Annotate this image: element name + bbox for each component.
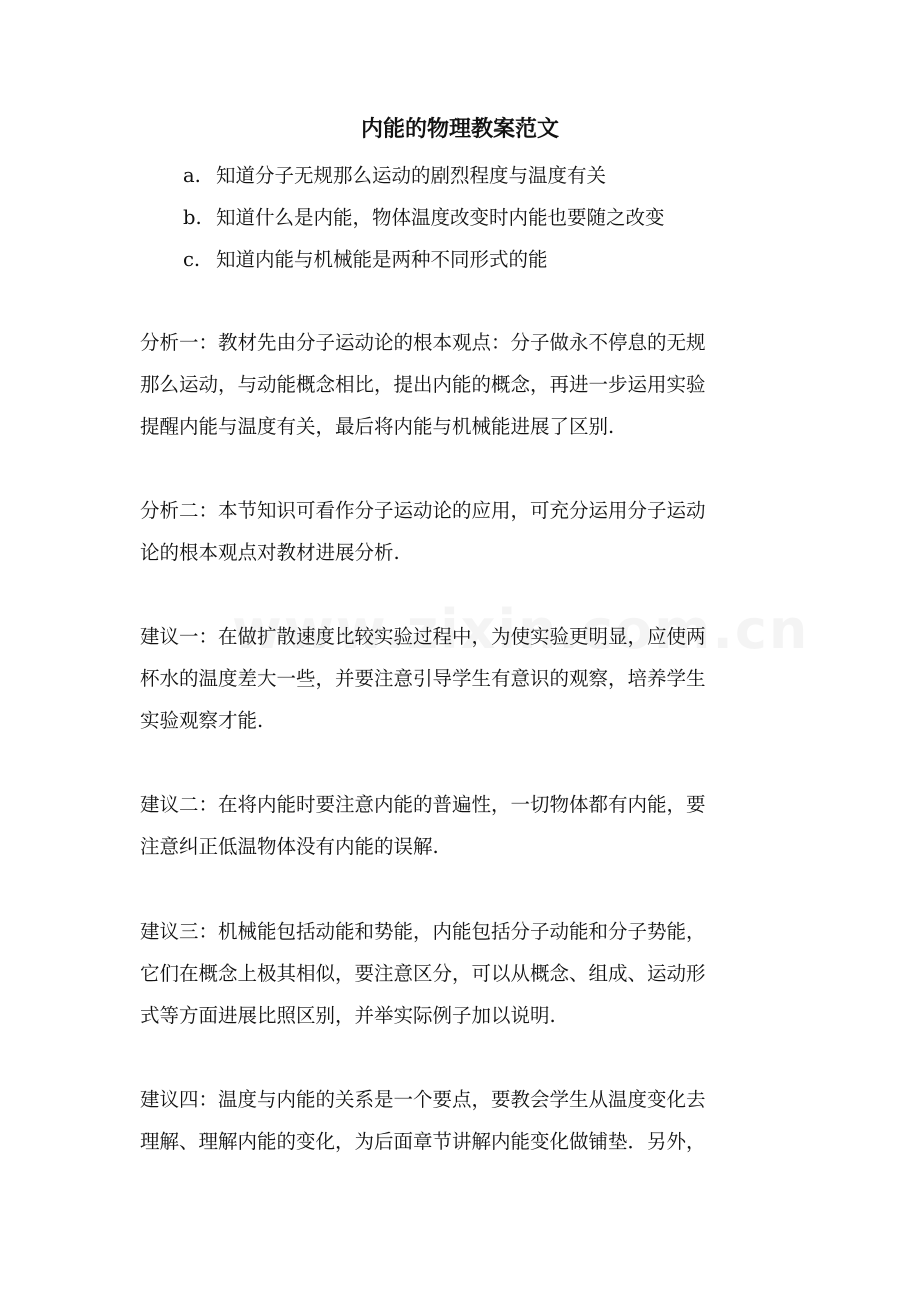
objective-list — [183, 155, 803, 281]
paragraph-line: 理解、理解内能的变化，为后面章节讲解内能变化做铺垫．另外， — [140, 1130, 706, 1153]
paragraph-line: 杯水的温度差大一些，并要注意引导学生有意识的观察，培养学生 — [140, 667, 706, 690]
objective-marker: c. — [183, 248, 201, 271]
objective-item-b — [183, 197, 803, 239]
paragraph-line: 建议一：在做扩散速度比较实验过程中，为使实验更明显，应使两 — [140, 625, 706, 648]
objective-marker: b. — [183, 206, 202, 229]
suggestion-four-paragraph — [140, 1079, 780, 1163]
objective-text: 知道内能与机械能是两种不同形式的能 — [216, 248, 548, 271]
objective-item-a — [183, 155, 803, 197]
paragraph-line: 分析一：教材先由分子运动论的根本观点：分子做永不停息的无规 — [140, 331, 706, 354]
paragraph-line: 实验观察才能. — [140, 709, 264, 732]
paragraph-line: 建议四：温度与内能的关系是一个要点，要教会学生从温度变化去 — [140, 1088, 706, 1111]
paragraph-line: 分析二：本节知识可看作分子运动论的应用，可充分运用分子运动 — [140, 499, 706, 522]
suggestion-three-paragraph — [140, 911, 780, 1037]
paragraph-line: 论的根本观点对教材进展分析. — [140, 541, 400, 564]
objective-text: 知道什么是内能，物体温度改变时内能也要随之改变 — [216, 206, 665, 229]
suggestion-one-paragraph — [140, 616, 780, 742]
suggestion-two-paragraph — [140, 784, 780, 868]
paragraph-line: 它们在概念上极其相似，要注意区分，可以从概念、组成、运动形 — [140, 962, 706, 985]
paragraph-line: 建议三：机械能包括动能和势能，内能包括分子动能和分子势能， — [140, 920, 706, 943]
paragraph-line: 式等方面进展比照区别，并举实际例子加以说明. — [140, 1004, 556, 1027]
paragraph-line: 那么运动，与动能概念相比，提出内能的概念，再进一步运用实验 — [140, 373, 706, 396]
objective-text: 知道分子无规那么运动的剧烈程度与温度有关 — [216, 164, 607, 187]
paragraph-line: 建议二：在将内能时要注意内能的普遍性，一切物体都有内能，要 — [140, 793, 706, 816]
objective-marker: a. — [183, 164, 201, 187]
objective-item-c — [183, 239, 803, 281]
document-title: 内能的物理教案范文 — [360, 116, 559, 142]
paragraph-line: 提醒内能与温度有关，最后将内能与机械能进展了区别. — [140, 415, 615, 438]
analysis-one-paragraph — [140, 322, 780, 448]
paragraph-line: 注意纠正低温物体没有内能的误解. — [140, 835, 439, 858]
analysis-two-paragraph — [140, 490, 780, 574]
